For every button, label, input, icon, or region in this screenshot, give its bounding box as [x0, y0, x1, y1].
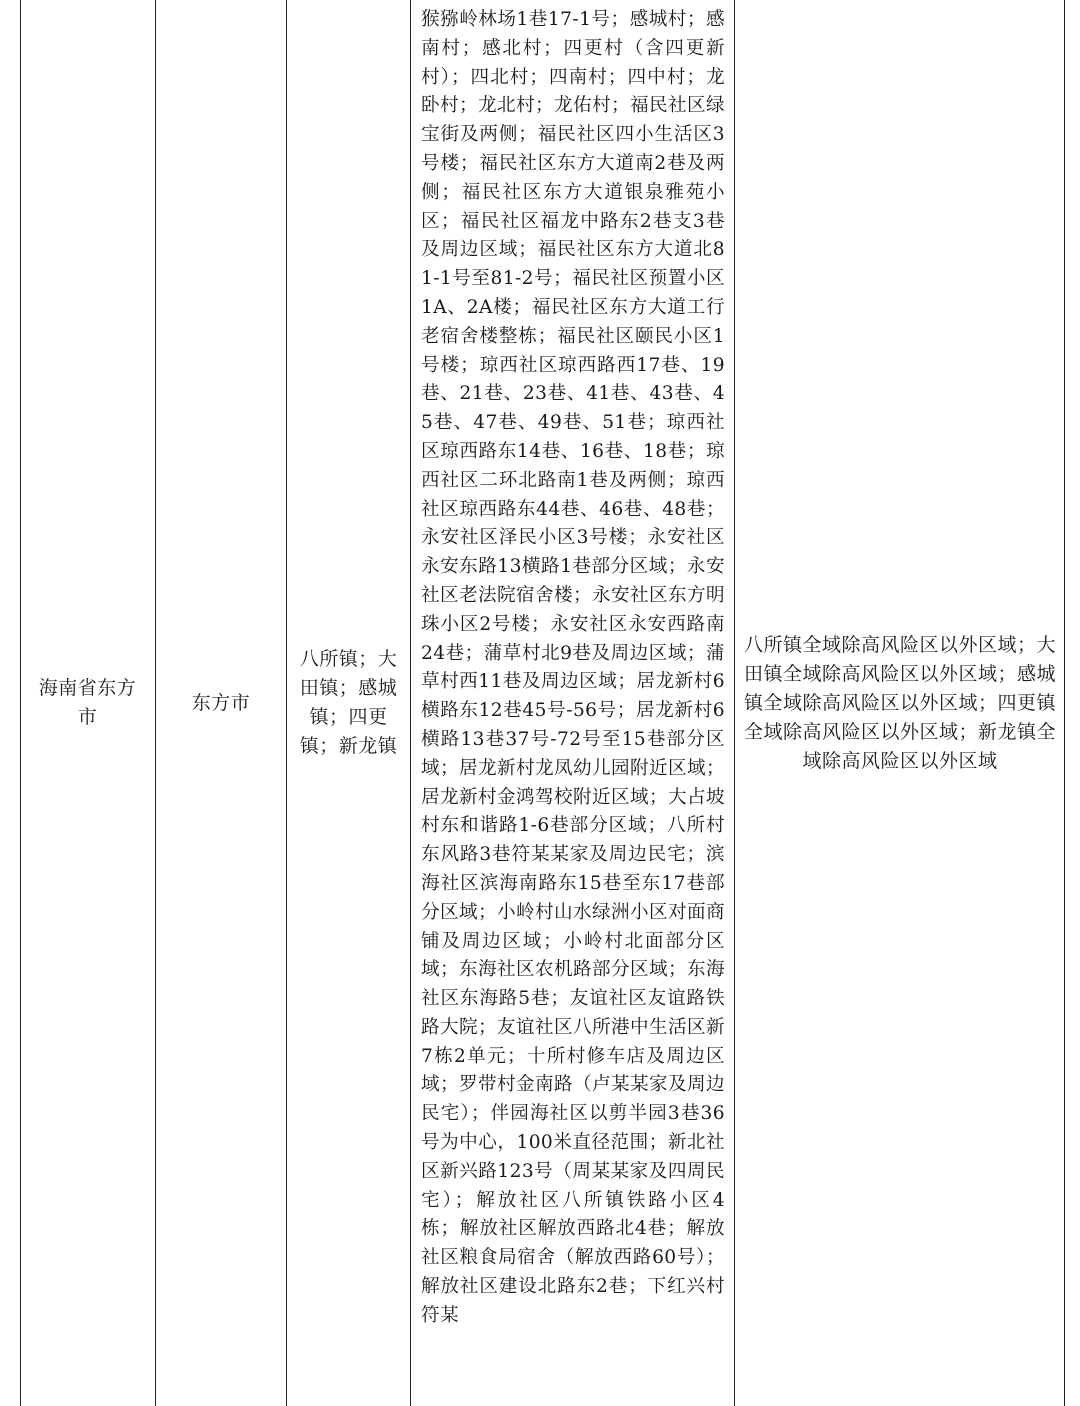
- low-risk-areas-text: 八所镇全域除高风险区以外区域；大田镇全域除高风险区以外区域；感城镇全域除高风险区以外区域；四更镇全域除高风险区以外区域；新龙镇全域除高风险区以外区域: [743, 633, 1056, 772]
- county-text: 东方市: [191, 691, 251, 714]
- cell-low-risk-areas: [735, 0, 1065, 1406]
- cell-province-city: [20, 0, 155, 1406]
- province-city-text: 海南省东方市: [38, 677, 137, 728]
- high-risk-areas-text: 猴猕岭林场1巷17-1号；感城村；感南村；感北村；四更村（含四更新村）；四北村；四南村；四中村；龙卧村；龙北村；龙佑村；福民社区绿宝街及两侧；福民社区四小生活区3号楼；福民社区东方大道南2巷及两侧；福民社区东方大道银泉雅苑小区；福民社区福龙中路东2巷支3巷及周边区域；福民社区东方大道北81-1号至81-2号；福民社区预置小区1A、2A楼；福民社区东方大道工行老宿舍楼整栋；福民社区颐民小区1号楼；琼西社区琼西路西17巷、19巷、21巷、23巷、41巷、43巷、45巷、47巷、49巷、51巷；琼西社区琼西路东14巷、16巷、18巷；琼西社区二环北路南1巷及两侧；琼西社区琼西路东44巷、46巷、48巷；永安社区泽民小区3号楼；永安社区永安东路13横路1巷部分区域；永安社区老法院宿舍楼；永安社区东方明珠小区2号楼；永安社区永安西路南24巷；蒲草村北9巷及周边区域；蒲草村西11巷及周边区域；居龙新村6横路东12巷45号-56号；居龙新村6横路13巷37号-72号至15巷部分区域；居龙新村龙凤幼儿园附近区域；居龙新村金鸿驾校附近区域；大占坡村东和谐路1-6巷部分区域；八所村东风路3巷符某某家及周边民宅；滨海社区滨海南路东15巷至东17巷部分区域；小岭村山水绿洲小区对面商铺及周边区域；小岭村北面部分区域；东海社区农机路部分区域；东海社区东海路5巷；友谊社区友谊路铁路大院；友谊社区八所港中生活区新7栋2单元；十所村修车店及周边区域；罗带村金南路（卢某某家及周边民宅）；伴园海社区以剪半园3巷36号为中心，100米直径范围；新北社区新兴路123号（周某某家及四周民宅）；解放社区八所镇铁路小区4栋；解放社区解放西路北4巷；解放社区粮食局宿舍（解放西路60号）；解放社区建设北路东2巷；下红兴村符某: [421, 9, 725, 1326]
- cell-towns: [287, 0, 410, 1406]
- cell-county: [156, 0, 286, 1406]
- towns-text: 八所镇；大田镇；感城镇；四更镇；新龙镇: [299, 648, 398, 757]
- cell-high-risk-areas: [411, 0, 734, 1406]
